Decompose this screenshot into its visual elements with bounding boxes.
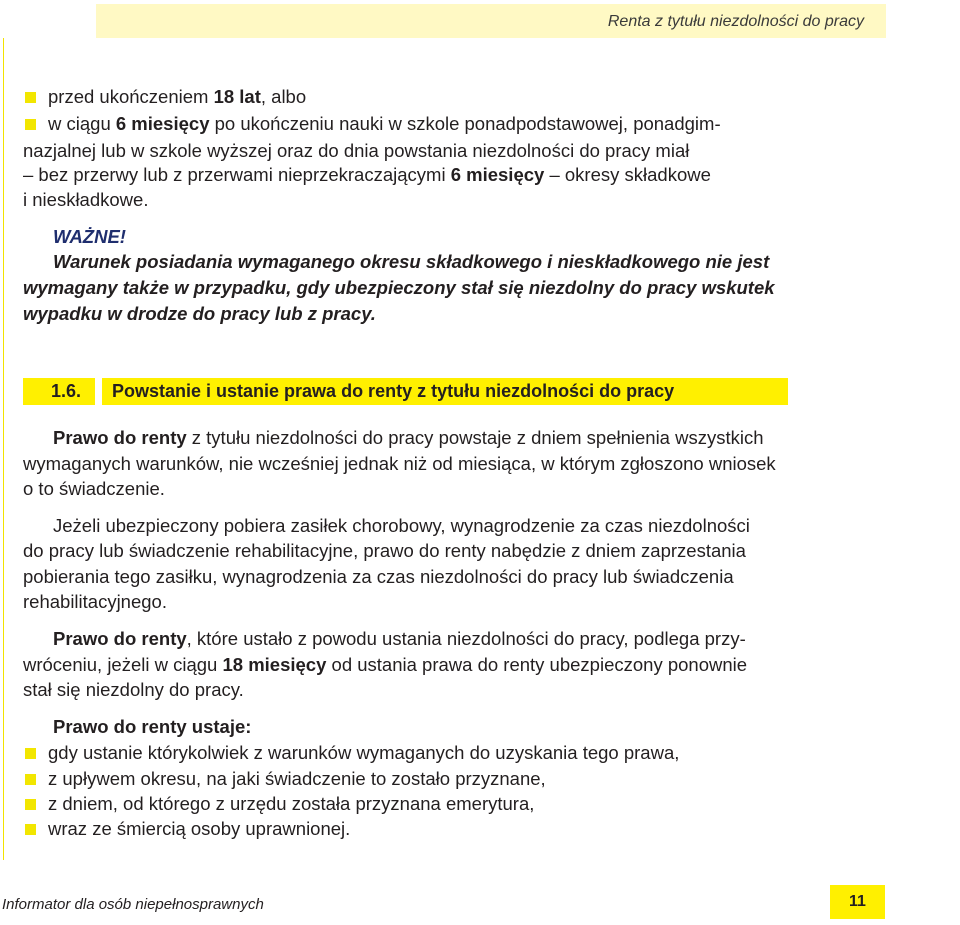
list-item: wraz ze śmiercią osoby uprawnionej. (48, 818, 351, 839)
important-heading: WAŻNE! (53, 226, 126, 247)
text: po ukończeniu nauki w szkole ponadpodstawowej, ponadgim- (209, 113, 721, 134)
emphasis: Prawo do renty (53, 628, 187, 649)
text: – okresy składkowe (544, 164, 711, 185)
section-number-box (23, 378, 95, 405)
paragraph-line: pobierania tego zasiłku, wynagrodzenia za czas niezdolności do pracy lub świadczenia (23, 566, 734, 587)
paragraph-line: rehabilitacyjnego. (23, 591, 167, 612)
paragraph-line (53, 427, 764, 449)
emphasis: 6 miesięcy (115, 113, 210, 134)
bullet-square-icon (25, 92, 36, 103)
paragraph-line: do pracy lub świadczenie rehabilitacyjne, prawo do renty nabędzie z dniem zaprzestania (23, 540, 746, 561)
emphasis: Prawo do renty (53, 427, 187, 448)
intro-list-item-continuation: i nieskładkowe. (23, 189, 149, 210)
intro-list-item (48, 113, 721, 135)
paragraph-line: stał się niezdolny do pracy. (23, 679, 244, 700)
bullet-square-icon (25, 799, 36, 810)
paragraph-line (53, 628, 746, 650)
text: , które ustało z powodu ustania niezdolności do pracy, podlega przy- (186, 628, 746, 649)
emphasis: 18 lat (213, 86, 261, 107)
page-number-box (830, 885, 885, 919)
intro-list-item (48, 86, 306, 108)
paragraph-line: o to świadczenie. (23, 478, 165, 499)
list-item: z dniem, od którego z urzędu została przyznana emerytura, (48, 793, 535, 814)
text: wróceniu, jeżeli w ciągu (23, 654, 223, 675)
text: – bez przerwy lub z przerwami nieprzekraczającymi (23, 164, 451, 185)
important-line: wypadku w drodze do pracy lub z pracy. (23, 303, 376, 324)
section-number: 1.6. (51, 381, 82, 401)
running-header-title: Renta z tytułu niezdolności do pracy (607, 13, 864, 30)
bullet-square-icon (25, 748, 36, 759)
emphasis: 6 miesięcy (450, 164, 545, 185)
margin-rule (3, 38, 4, 860)
emphasis: 18 miesięcy (222, 654, 327, 675)
text: przed ukończeniem (48, 86, 214, 107)
footer-publication-title: Informator dla osób niepełnosprawnych (2, 896, 264, 913)
text: z tytułu niezdolności do pracy powstaje z dniem spełnienia wszystkich (186, 427, 764, 448)
text: od ustania prawa do renty ubezpieczony ponownie (326, 654, 748, 675)
text: w ciągu (48, 113, 116, 134)
bullet-square-icon (25, 119, 36, 130)
list-item: z upływem okresu, na jaki świadczenie to zostało przyznane, (48, 768, 546, 789)
list-item: gdy ustanie którykolwiek z warunków wymaganych do uzyskania tego prawa, (48, 742, 680, 763)
header-band (96, 4, 886, 38)
paragraph-line: wymaganych warunków, nie wcześniej jednak niż od miesiąca, w którym zgłoszono wniosek (23, 453, 776, 474)
section-title-band (102, 378, 788, 405)
important-line: Warunek posiadania wymaganego okresu składkowego i nieskładkowego nie jest (53, 251, 770, 272)
paragraph-line (23, 654, 747, 676)
paragraph-line: Jeżeli ubezpieczony pobiera zasiłek chorobowy, wynagrodzenie za czas niezdolności (53, 515, 750, 536)
text: , albo (260, 86, 307, 107)
list-heading: Prawo do renty ustaje: (53, 716, 252, 737)
intro-list-item-continuation (23, 164, 711, 186)
bullet-square-icon (25, 824, 36, 835)
page-number: 11 (849, 893, 866, 910)
section-title: Powstanie i ustanie prawa do renty z tytułu niezdolności do pracy (112, 381, 675, 401)
important-line: wymagany także w przypadku, gdy ubezpieczony stał się niezdolny do pracy wskutek (23, 277, 775, 298)
bullet-square-icon (25, 774, 36, 785)
intro-list-item-continuation: nazjalnej lub w szkole wyższej oraz do dnia powstania niezdolności do pracy miał (23, 140, 690, 161)
